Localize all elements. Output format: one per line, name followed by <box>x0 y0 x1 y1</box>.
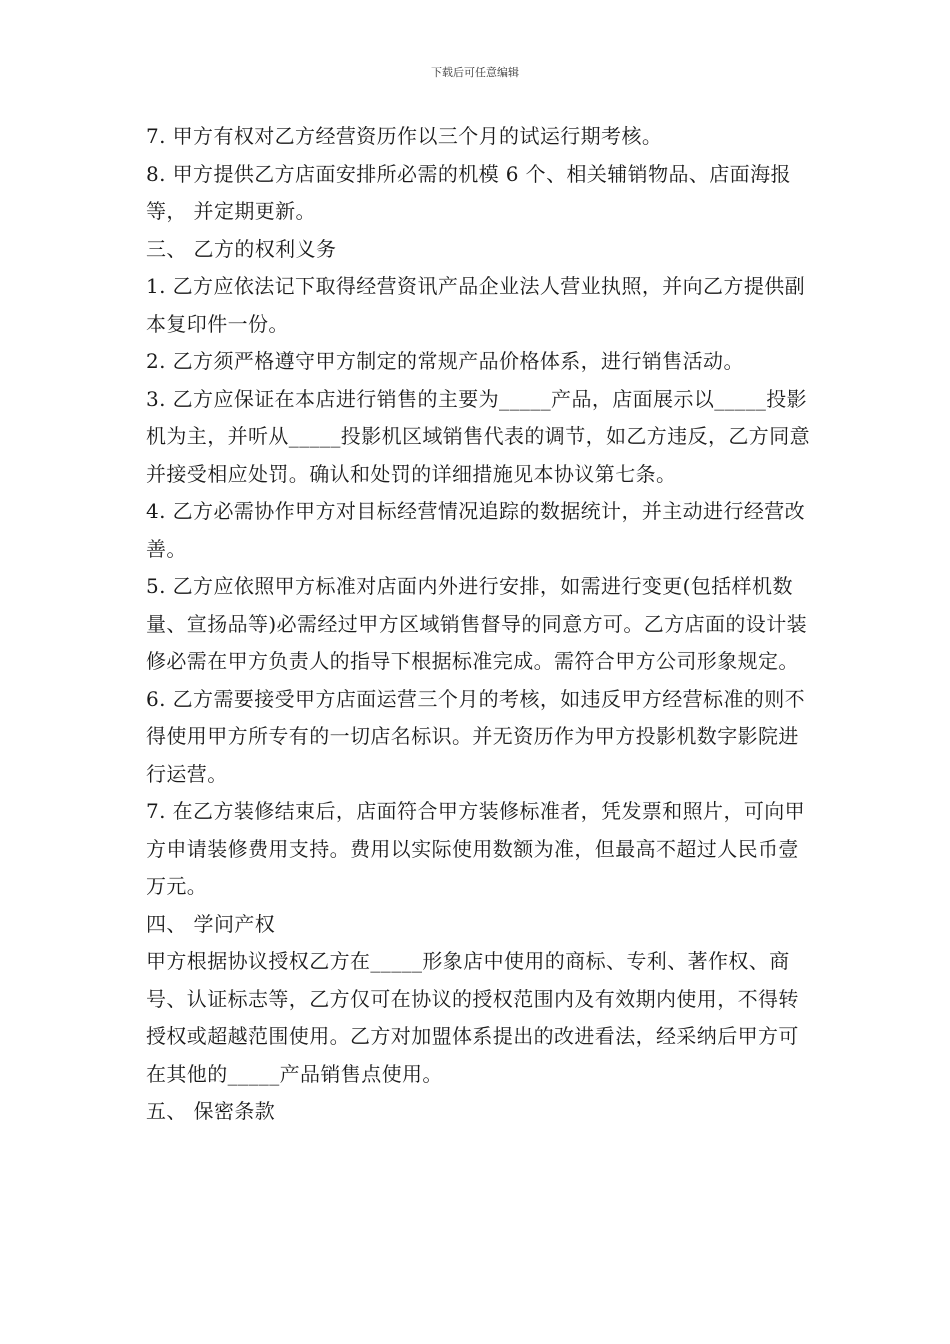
clause-a7: 7. 甲方有权对乙方经营资历作以三个月的试运行期考核。 <box>146 124 663 148</box>
clause-b3: 3. 乙方应保证在本店进行销售的主要为_____产品，店面展示以_____投影机为主，并听从_____投影机区域销售代表的调节，如乙方违反，乙方同意并接受相应处罚。确认和处罚的详细措施见本协议第七条。 <box>146 386 810 486</box>
clause-b2: 2. 乙方须严格遵守甲方制定的常规产品价格体系，进行销售活动。 <box>146 349 744 373</box>
clause-b1: 1. 乙方应依法记下取得经营资讯产品企业法人营业执照，并向乙方提供副本复印件一份。 <box>146 274 806 336</box>
page-header-note: 下载后可任意编辑 <box>431 66 519 79</box>
section-heading-3: 三、 乙方的权利义务 <box>146 236 337 261</box>
clause-b6: 6. 乙方需要接受甲方店面运营三个月的考核，如违反甲方经营标准的则不得使用甲方所专有的一切店名标识。并无资历作为甲方投影机数字影院进行运营。 <box>146 686 806 786</box>
clause-b4: 4. 乙方必需协作甲方对目标经营情况追踪的数据统计，并主动进行经营改善。 <box>146 499 806 561</box>
document-body <box>146 118 816 1131</box>
clause-b5: 5. 乙方应依照甲方标准对店面内外进行安排，如需进行变更(包括样机数量、宣扬品等)必需经过甲方区域销售督导的同意方可。乙方店面的设计装修必需在甲方负责人的指导下根据标准完成。需符合甲方公司形象规定。 <box>146 574 808 673</box>
clause-a8: 8. 甲方提供乙方店面安排所必需的机模 6 个、相关辅销物品、店面海报等， 并定期更新。 <box>146 161 791 223</box>
section-heading-4: 四、 学问产权 <box>146 911 276 936</box>
ip-clause: 甲方根据协议授权乙方在_____形象店中使用的商标、专利、著作权、商号、认证标志等，乙方仅可在协议的授权范围内及有效期内使用，不得转授权或超越范围使用。乙方对加盟体系提出的改进看法，经采纳后甲方可在其他的_____产品销售点使用。 <box>146 949 799 1086</box>
clause-b7: 7. 在乙方装修结束后，店面符合甲方装修标准者，凭发票和照片，可向甲方申请装修费用支持。费用以实际使用数额为准，但最高不超过人民币壹万元。 <box>146 799 806 898</box>
section-heading-5: 五、 保密条款 <box>146 1099 276 1123</box>
